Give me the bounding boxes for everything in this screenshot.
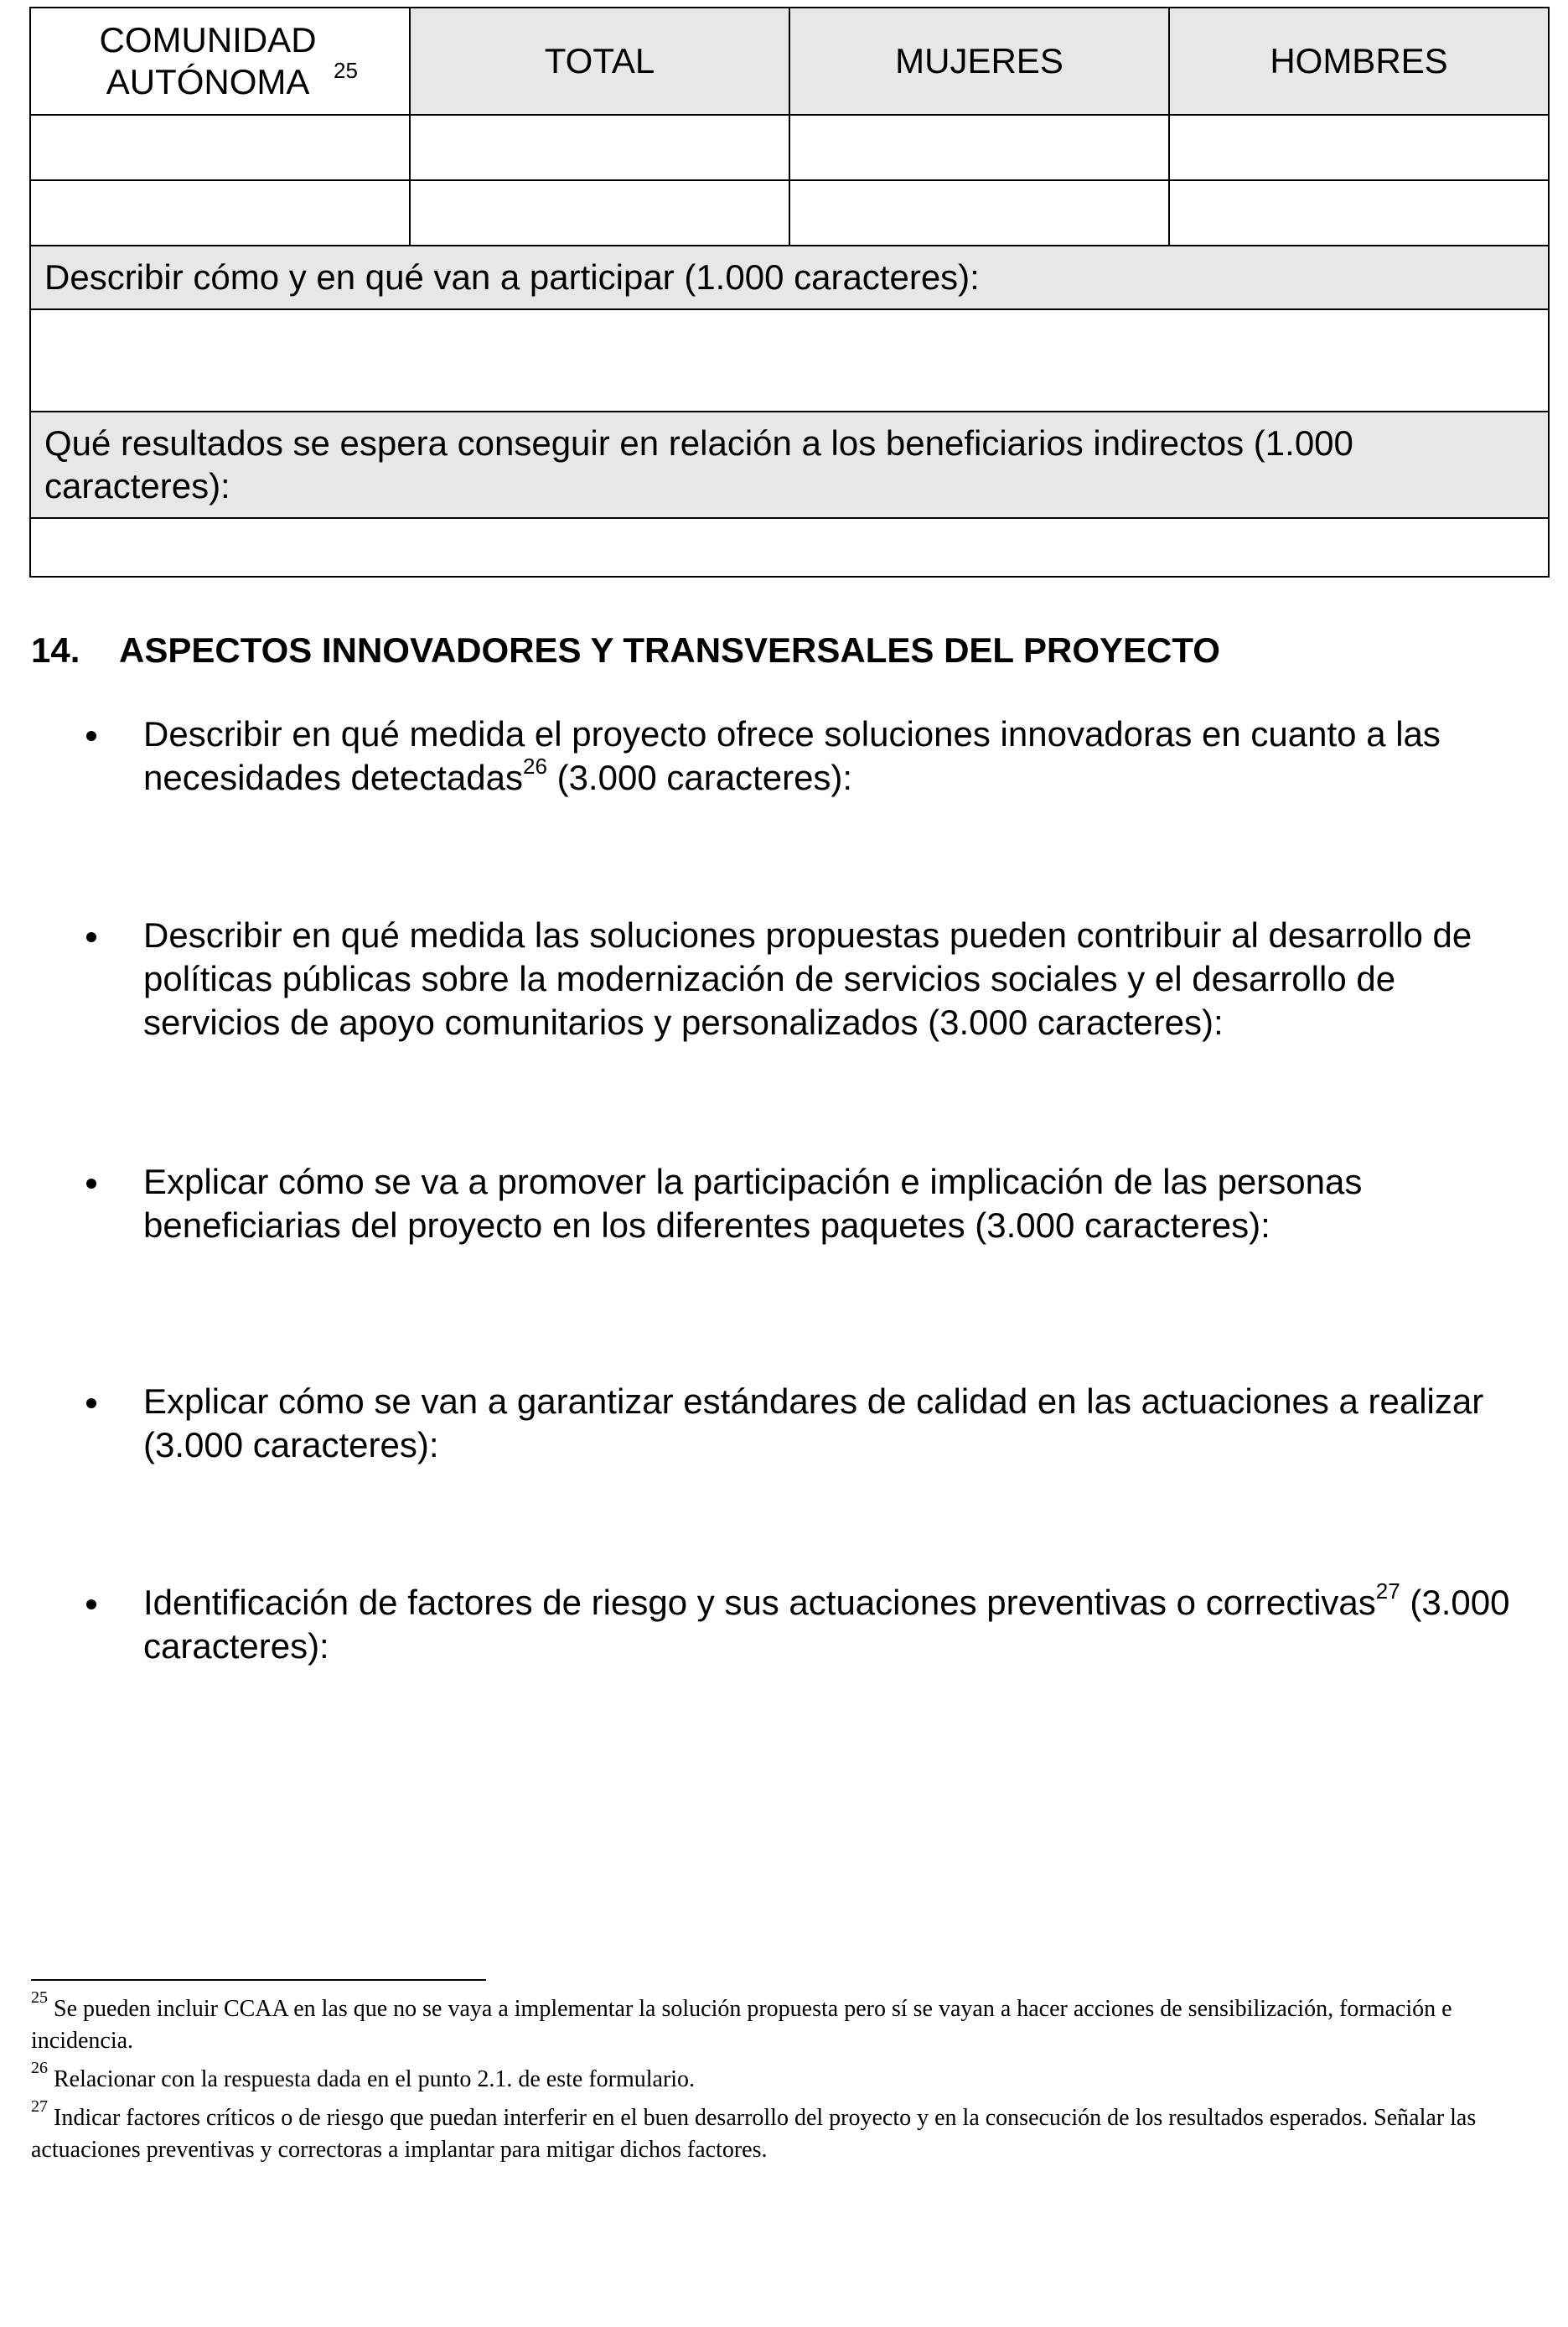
list-item (81, 1160, 1540, 1247)
bullet-icon (86, 731, 96, 741)
footnote-text: Se pueden incluir CCAA en las que no se vaya a implementar la solución propuesta pero sí se vayan a hacer acciones de sensibilización, formación e incidencia. (31, 1996, 1452, 2054)
header-women: MUJERES (789, 8, 1169, 115)
cell-men-input[interactable] (1169, 115, 1549, 180)
question-row (30, 412, 1549, 518)
list-item (81, 914, 1540, 1044)
header-community-label: COMUNIDAD AUTÓNOMA (99, 19, 317, 101)
answer-indirect-results-field[interactable] (30, 518, 1549, 577)
footnote-25 (31, 1988, 1550, 2057)
footnote-separator (31, 1979, 486, 1981)
section-title: ASPECTOS INNOVADORES Y TRANSVERSALES DEL PROYECTO (119, 630, 1220, 670)
footnote-ref-25[interactable]: 25 (334, 58, 358, 83)
bullet-tail: (3.000 caracteres): (143, 1583, 1510, 1666)
bullet-icon (86, 1179, 96, 1189)
list-item (81, 1578, 1540, 1668)
footnotes (31, 1988, 1550, 2173)
cell-women-input[interactable] (789, 180, 1169, 246)
footnote-number: 26 (31, 2058, 48, 2077)
participation-table (29, 7, 1548, 578)
section-heading (31, 630, 1220, 671)
bullet-tail: (3.000 caracteres): (546, 758, 853, 797)
section-number: 14. (31, 630, 80, 670)
footnote-26 (31, 2058, 1550, 2096)
bullet-icon (86, 932, 96, 942)
cell-men-input[interactable] (1169, 180, 1549, 246)
cell-community-input[interactable] (30, 115, 410, 180)
footnote-27 (31, 2096, 1550, 2166)
bullet-icon (86, 1599, 96, 1609)
bullet-text: Describir en qué medida el proyecto ofrece soluciones innovadoras en cuanto a las necesidades detectadas (143, 714, 1441, 797)
answer-row (30, 309, 1549, 412)
cell-community-input[interactable] (30, 180, 410, 246)
bullet-text: Explicar cómo se van a garantizar estándares de calidad en las actuaciones a realizar (3.000 caracteres): (143, 1381, 1484, 1464)
question-indirect-results: Qué resultados se espera conseguir en relación a los beneficiarios indirectos (1.000 caracteres): (30, 412, 1549, 518)
footnote-ref-26[interactable]: 26 (523, 754, 547, 779)
header-total: TOTAL (410, 8, 789, 115)
table-row (30, 115, 1549, 180)
header-men: HOMBRES (1169, 8, 1549, 115)
table-row (30, 180, 1549, 246)
list-item (81, 713, 1540, 800)
cell-total-input[interactable] (410, 115, 789, 180)
footnote-text: Relacionar con la respuesta dada en el punto 2.1. de este formulario. (54, 2066, 696, 2092)
bullet-text: Identificación de factores de riesgo y sus actuaciones preventivas o correctivas (143, 1583, 1376, 1622)
header-community (30, 8, 410, 115)
footnote-ref-27[interactable]: 27 (1375, 1578, 1400, 1604)
bullet-icon (86, 1398, 96, 1408)
bullet-text: Describir en qué medida las soluciones propuestas pueden contribuir al desarrollo de políticas públicas sobre la modernización de servicios sociales y el desarrollo de servicios de apoyo comunitarios y personalizados (3.000 caracteres): (143, 915, 1472, 1042)
bullet-text: Explicar cómo se va a promover la participación e implicación de las personas beneficiarias del proyecto en los diferentes paquetes (3.000 caracteres): (143, 1162, 1363, 1245)
cell-total-input[interactable] (410, 180, 789, 246)
question-participation: Describir cómo y en qué van a participar (1.000 caracteres): (30, 246, 1549, 309)
question-row (30, 246, 1549, 309)
footnote-text: Indicar factores críticos o de riesgo que puedan interferir en el buen desarrollo del proyecto y en la consecución de los resultados esperados. Señalar las actuaciones preventivas y correctoras a implantar para mitigar dichos factores. (31, 2105, 1477, 2163)
footnote-number: 25 (31, 1988, 48, 2007)
footnote-number: 27 (31, 2096, 48, 2116)
list-item (81, 1380, 1540, 1467)
table-header-row (30, 8, 1549, 115)
answer-row (30, 518, 1549, 577)
cell-women-input[interactable] (789, 115, 1169, 180)
answer-participation-field[interactable] (30, 309, 1549, 412)
